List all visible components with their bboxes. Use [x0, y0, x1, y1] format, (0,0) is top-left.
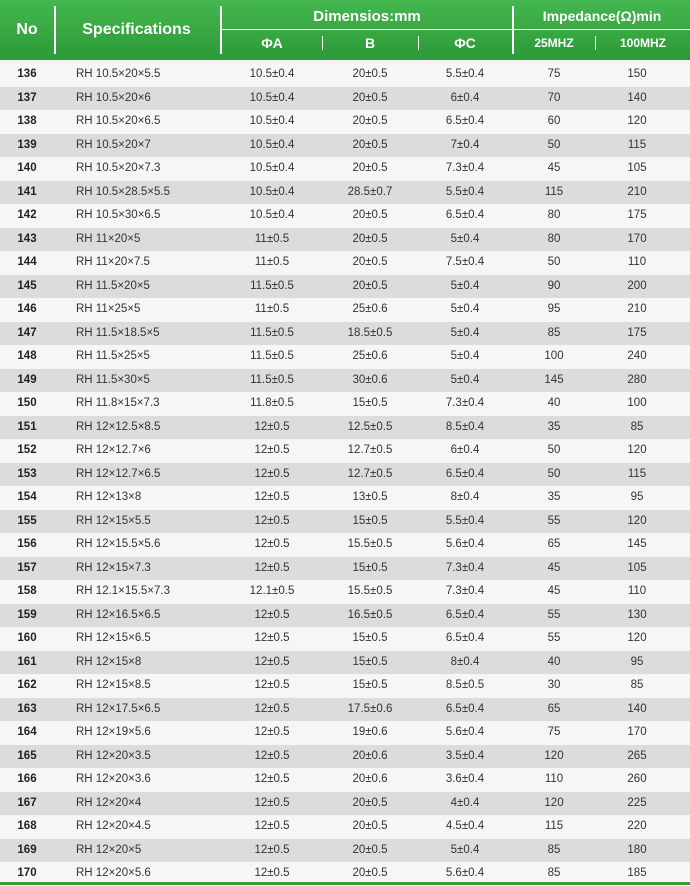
row-imp-25mhz: 85 — [547, 326, 561, 339]
row-dim-c: 7.3±0.4 — [445, 585, 485, 597]
row-dim-b: 15±0.5 — [352, 561, 388, 574]
row-dim-b: 12.7±0.5 — [347, 467, 393, 480]
row-spec: RH 11×25×5 — [76, 303, 141, 315]
row-imp-100mhz: 130 — [627, 608, 647, 621]
header-divider — [322, 36, 323, 50]
row-imp-100mhz: 240 — [627, 350, 647, 362]
row-no: 152 — [17, 444, 37, 456]
header-divider — [418, 36, 419, 50]
row-no: 167 — [17, 796, 37, 809]
row-dim-b: 25±0.6 — [352, 350, 388, 362]
row-no: 138 — [17, 115, 37, 127]
row-dim-b: 30±0.6 — [352, 373, 388, 386]
row-no: 145 — [17, 279, 37, 292]
row-dim-a: 12±0.5 — [254, 514, 290, 527]
row-dim-a: 12±0.5 — [254, 655, 290, 668]
row-dim-a: 12±0.5 — [254, 561, 290, 574]
row-dim-a: 10.5±0.4 — [249, 138, 295, 151]
row-dim-a: 10.5±0.4 — [249, 209, 295, 221]
row-imp-100mhz: 260 — [627, 773, 647, 785]
header-impedance: Impedance(Ω)min — [542, 8, 662, 24]
row-spec: RH 11.5×20×5 — [76, 279, 150, 292]
row-imp-25mhz: 95 — [547, 303, 561, 315]
table-row — [0, 157, 690, 181]
row-imp-25mhz: 55 — [547, 632, 561, 644]
row-dim-b: 25±0.6 — [352, 303, 388, 315]
row-dim-b: 15.5±0.5 — [347, 585, 393, 597]
row-dim-a: 11.5±0.5 — [250, 373, 294, 386]
row-imp-100mhz: 265 — [627, 749, 647, 762]
table-row — [0, 251, 690, 275]
row-imp-100mhz: 140 — [627, 91, 647, 104]
row-imp-25mhz: 50 — [547, 138, 561, 151]
row-dim-b: 17.5±0.6 — [347, 702, 393, 715]
table-body — [0, 63, 690, 886]
row-dim-b: 20±0.6 — [352, 773, 388, 785]
row-dim-a: 10.5±0.4 — [249, 91, 295, 104]
row-dim-a: 12±0.5 — [254, 467, 290, 480]
row-imp-25mhz: 70 — [547, 91, 561, 104]
row-dim-b: 15±0.5 — [352, 655, 388, 668]
row-no: 157 — [17, 561, 37, 574]
row-dim-a: 11.5±0.5 — [250, 326, 294, 339]
row-dim-a: 10.5±0.4 — [249, 185, 295, 198]
table-row — [0, 345, 690, 369]
row-dim-b: 20±0.5 — [352, 115, 388, 127]
row-no: 137 — [17, 91, 37, 104]
row-dim-a: 11±0.5 — [254, 232, 290, 245]
row-imp-100mhz: 105 — [627, 162, 647, 174]
row-spec: RH 12×20×3.5 — [76, 749, 151, 762]
row-dim-a: 12±0.5 — [254, 632, 290, 644]
row-imp-100mhz: 170 — [627, 232, 647, 245]
table-row — [0, 369, 690, 393]
row-no: 148 — [17, 350, 37, 362]
row-imp-100mhz: 95 — [630, 491, 644, 503]
row-imp-25mhz: 90 — [547, 279, 561, 292]
table-row — [0, 557, 690, 581]
row-dim-c: 7.5±0.4 — [445, 256, 485, 268]
row-imp-25mhz: 115 — [544, 820, 564, 832]
row-dim-c: 6±0.4 — [450, 444, 480, 456]
row-imp-100mhz: 115 — [627, 138, 647, 151]
row-imp-25mhz: 40 — [547, 655, 561, 668]
row-dim-a: 12±0.5 — [254, 820, 290, 832]
row-imp-100mhz: 105 — [627, 561, 647, 574]
row-dim-a: 12±0.5 — [254, 608, 290, 621]
row-spec: RH 10.5×30×6.5 — [76, 209, 161, 221]
row-spec: RH 12×15×8 — [76, 655, 142, 668]
table-row — [0, 698, 690, 722]
row-imp-25mhz: 75 — [547, 726, 561, 738]
row-spec: RH 12×17.5×6.5 — [76, 702, 161, 715]
row-dim-a: 12±0.5 — [254, 773, 290, 785]
row-imp-100mhz: 185 — [627, 867, 647, 879]
row-imp-100mhz: 180 — [627, 843, 647, 856]
row-imp-25mhz: 75 — [547, 68, 561, 80]
table-row — [0, 298, 690, 322]
row-spec: RH 11.8×15×7.3 — [76, 397, 160, 409]
row-imp-25mhz: 45 — [547, 585, 561, 597]
row-no: 161 — [17, 655, 37, 668]
row-dim-b: 20±0.5 — [352, 820, 388, 832]
row-dim-c: 3.6±0.4 — [445, 773, 485, 785]
row-dim-c: 7.3±0.4 — [445, 397, 485, 409]
row-imp-25mhz: 50 — [547, 467, 561, 480]
row-imp-100mhz: 280 — [627, 373, 647, 386]
row-imp-100mhz: 200 — [627, 279, 647, 292]
row-no: 160 — [17, 632, 37, 644]
row-dim-a: 12±0.5 — [254, 538, 290, 550]
row-imp-25mhz: 65 — [547, 702, 561, 715]
row-spec: RH 10.5×20×5.5 — [76, 68, 161, 80]
row-dim-c: 6.5±0.4 — [445, 115, 485, 127]
row-imp-25mhz: 120 — [544, 796, 564, 809]
row-dim-c: 3.5±0.4 — [445, 749, 485, 762]
row-imp-25mhz: 55 — [547, 608, 561, 621]
row-imp-25mhz: 45 — [547, 561, 561, 574]
row-dim-c: 4±0.4 — [450, 796, 480, 809]
header-divider — [595, 36, 596, 50]
row-imp-25mhz: 35 — [547, 491, 561, 503]
row-imp-25mhz: 50 — [547, 256, 561, 268]
header-divider — [222, 29, 690, 30]
row-imp-100mhz: 175 — [627, 326, 647, 339]
table-row — [0, 815, 690, 839]
row-imp-100mhz: 120 — [627, 444, 647, 456]
row-dim-b: 15±0.5 — [352, 632, 388, 644]
row-dim-c: 5±0.4 — [450, 373, 480, 386]
row-no: 143 — [17, 232, 37, 245]
row-dim-c: 5.6±0.4 — [445, 867, 485, 879]
row-no: 142 — [17, 209, 37, 221]
row-dim-c: 5.5±0.4 — [445, 514, 485, 527]
row-dim-a: 12±0.5 — [254, 679, 290, 691]
table-row — [0, 839, 690, 863]
row-imp-100mhz: 175 — [627, 209, 647, 221]
row-dim-b: 20±0.5 — [352, 256, 388, 268]
table-row — [0, 768, 690, 792]
row-dim-c: 5±0.4 — [450, 303, 480, 315]
row-no: 144 — [17, 256, 37, 268]
table-row — [0, 87, 690, 111]
row-no: 156 — [17, 538, 37, 550]
row-spec: RH 12×20×5 — [76, 843, 142, 856]
header-dimensions: Dimensios:mm — [313, 7, 421, 25]
table-row — [0, 510, 690, 534]
table-row — [0, 604, 690, 628]
row-no: 159 — [17, 608, 37, 621]
row-dim-b: 20±0.5 — [352, 843, 388, 856]
row-dim-a: 10.5±0.4 — [249, 115, 295, 127]
row-no: 153 — [17, 467, 37, 480]
header-col-c: ΦC — [454, 35, 476, 51]
table-row — [0, 322, 690, 346]
row-spec: RH 10.5×20×6 — [76, 91, 151, 104]
row-no: 154 — [17, 491, 37, 503]
row-spec: RH 12×16.5×6.5 — [76, 608, 161, 621]
row-spec: RH 11.5×18.5×5 — [76, 326, 160, 339]
row-spec: RH 11.5×25×5 — [76, 350, 150, 362]
row-dim-c: 4.5±0.4 — [445, 820, 485, 832]
row-dim-b: 12.5±0.5 — [347, 420, 393, 433]
table-row — [0, 745, 690, 769]
row-spec: RH 12×13×8 — [76, 491, 142, 503]
row-imp-25mhz: 60 — [547, 115, 561, 127]
row-spec: RH 12×19×5.6 — [76, 726, 151, 738]
row-dim-a: 12±0.5 — [254, 867, 290, 879]
row-no: 155 — [17, 514, 37, 527]
row-dim-a: 12±0.5 — [254, 843, 290, 856]
row-imp-25mhz: 85 — [547, 843, 561, 856]
row-dim-c: 5±0.4 — [450, 326, 480, 339]
row-dim-c: 5.6±0.4 — [445, 726, 485, 738]
row-dim-c: 8.5±0.4 — [445, 420, 485, 433]
table-row — [0, 228, 690, 252]
row-dim-b: 16.5±0.5 — [347, 608, 393, 621]
row-imp-100mhz: 225 — [627, 796, 647, 809]
header-specifications: Specifications — [82, 21, 191, 38]
row-dim-c: 7±0.4 — [450, 138, 480, 151]
row-no: 162 — [17, 679, 37, 691]
row-dim-b: 20±0.5 — [352, 279, 388, 292]
row-imp-25mhz: 145 — [544, 373, 564, 386]
row-spec: RH 12×15.5×5.6 — [76, 538, 161, 550]
row-imp-100mhz: 110 — [627, 585, 647, 597]
row-no: 140 — [17, 162, 37, 174]
row-dim-c: 6.5±0.4 — [445, 608, 485, 621]
row-dim-c: 8±0.4 — [450, 655, 480, 668]
row-dim-b: 13±0.5 — [352, 491, 388, 503]
row-no: 136 — [17, 68, 37, 80]
row-dim-c: 6.5±0.4 — [445, 632, 485, 644]
row-spec: RH 12×12.7×6 — [76, 444, 151, 456]
table-row — [0, 651, 690, 675]
row-dim-c: 6.5±0.4 — [445, 209, 485, 221]
header-divider — [220, 6, 222, 54]
table-row — [0, 63, 690, 87]
table-row — [0, 204, 690, 228]
table-row — [0, 721, 690, 745]
row-dim-a: 12±0.5 — [254, 726, 290, 738]
row-imp-25mhz: 115 — [544, 185, 564, 198]
table-row — [0, 134, 690, 158]
row-imp-25mhz: 55 — [547, 514, 561, 527]
row-dim-b: 18.5±0.5 — [347, 326, 393, 339]
row-imp-100mhz: 85 — [630, 679, 644, 691]
row-imp-100mhz: 140 — [627, 702, 647, 715]
row-dim-a: 10.5±0.4 — [249, 162, 295, 174]
table-row — [0, 580, 690, 604]
row-imp-25mhz: 40 — [547, 397, 561, 409]
row-no: 158 — [17, 585, 37, 597]
row-dim-a: 12±0.5 — [254, 796, 290, 809]
row-dim-b: 20±0.6 — [352, 749, 388, 762]
row-no: 151 — [17, 420, 37, 433]
row-imp-100mhz: 150 — [627, 68, 647, 80]
row-spec: RH 12×12.7×6.5 — [76, 467, 161, 480]
row-dim-c: 7.3±0.4 — [445, 162, 485, 174]
row-spec: RH 11.5×30×5 — [76, 373, 150, 386]
row-imp-100mhz: 110 — [627, 256, 647, 268]
table-header — [0, 0, 690, 60]
row-dim-b: 19±0.6 — [352, 726, 388, 738]
row-dim-a: 11.5±0.5 — [250, 279, 294, 292]
row-no: 170 — [17, 867, 37, 879]
table-row — [0, 533, 690, 557]
row-no: 169 — [17, 843, 37, 856]
row-dim-a: 11±0.5 — [254, 256, 290, 268]
header-no: No — [16, 21, 38, 38]
table-row — [0, 627, 690, 651]
row-dim-b: 20±0.5 — [352, 209, 388, 221]
row-imp-100mhz: 120 — [627, 115, 647, 127]
row-no: 149 — [17, 373, 37, 386]
row-dim-b: 28.5±0.7 — [347, 185, 393, 198]
row-dim-a: 12±0.5 — [254, 491, 290, 503]
row-dim-c: 5±0.4 — [450, 279, 480, 292]
row-spec: RH 12.1×15.5×7.3 — [76, 585, 170, 597]
row-spec: RH 12×20×5.6 — [76, 867, 151, 879]
row-spec: RH 12×20×4 — [76, 796, 142, 809]
row-imp-25mhz: 35 — [547, 420, 561, 433]
row-spec: RH 10.5×28.5×5.5 — [76, 185, 170, 198]
row-dim-b: 20±0.5 — [352, 867, 388, 879]
table-row — [0, 392, 690, 416]
row-imp-100mhz: 210 — [627, 303, 647, 315]
table-row — [0, 181, 690, 205]
row-dim-a: 11.5±0.5 — [250, 350, 294, 362]
header-col-25mhz: 25MHZ — [534, 36, 574, 50]
row-no: 165 — [17, 749, 37, 762]
row-spec: RH 12×20×3.6 — [76, 773, 151, 785]
table-row — [0, 110, 690, 134]
row-no: 168 — [17, 820, 37, 832]
row-spec: RH 10.5×20×7.3 — [76, 162, 161, 174]
row-spec: RH 12×15×6.5 — [76, 632, 151, 644]
row-imp-25mhz: 110 — [544, 773, 564, 785]
row-spec: RH 12×20×4.5 — [76, 820, 151, 832]
row-no: 164 — [17, 726, 37, 738]
row-dim-a: 12±0.5 — [254, 749, 290, 762]
row-spec: RH 12×15×5.5 — [76, 514, 151, 527]
row-imp-25mhz: 80 — [547, 209, 561, 221]
row-no: 150 — [17, 397, 37, 409]
row-dim-b: 15±0.5 — [352, 679, 388, 691]
row-imp-100mhz: 85 — [630, 420, 644, 433]
row-imp-100mhz: 145 — [627, 538, 647, 550]
row-dim-b: 15±0.5 — [352, 514, 388, 527]
row-spec: RH 10.5×20×7 — [76, 138, 151, 151]
table-row — [0, 463, 690, 487]
table-row — [0, 486, 690, 510]
row-dim-c: 6.5±0.4 — [445, 702, 485, 715]
row-dim-c: 5±0.4 — [450, 350, 480, 362]
row-dim-c: 6±0.4 — [450, 91, 480, 104]
row-no: 166 — [17, 773, 37, 785]
row-spec: RH 12×12.5×8.5 — [76, 420, 161, 433]
row-spec: RH 11×20×7.5 — [76, 256, 150, 268]
row-dim-c: 8.5±0.5 — [445, 679, 485, 691]
row-dim-c: 5±0.4 — [450, 843, 480, 856]
row-dim-c: 5.6±0.4 — [445, 538, 485, 550]
row-dim-a: 12.1±0.5 — [249, 585, 295, 597]
header-divider — [512, 6, 514, 54]
table-row — [0, 674, 690, 698]
header-col-100mhz: 100MHZ — [619, 36, 666, 50]
row-imp-25mhz: 85 — [547, 867, 561, 879]
row-imp-100mhz: 100 — [627, 397, 647, 409]
row-no: 146 — [17, 303, 37, 315]
row-no: 163 — [17, 702, 37, 715]
row-imp-25mhz: 30 — [547, 679, 561, 691]
row-dim-c: 5.5±0.4 — [445, 185, 485, 198]
header-col-a: ΦA — [261, 35, 283, 51]
row-dim-c: 6.5±0.4 — [445, 467, 485, 480]
row-spec: RH 12×15×7.3 — [76, 561, 151, 574]
row-imp-25mhz: 100 — [544, 350, 564, 362]
row-spec: RH 10.5×20×6.5 — [76, 115, 161, 127]
row-imp-100mhz: 115 — [627, 467, 647, 480]
row-imp-100mhz: 120 — [627, 632, 647, 644]
row-dim-a: 11±0.5 — [254, 303, 290, 315]
row-dim-c: 7.3±0.4 — [445, 561, 485, 574]
header-divider — [54, 6, 56, 54]
row-dim-b: 20±0.5 — [352, 68, 388, 80]
row-imp-100mhz: 170 — [627, 726, 647, 738]
row-imp-100mhz: 210 — [627, 185, 647, 198]
row-dim-c: 5±0.4 — [450, 232, 480, 245]
row-dim-c: 8±0.4 — [450, 491, 480, 503]
row-no: 147 — [17, 326, 37, 339]
row-dim-b: 20±0.5 — [352, 796, 388, 809]
table-row — [0, 792, 690, 816]
row-imp-25mhz: 45 — [547, 162, 561, 174]
row-imp-25mhz: 80 — [547, 232, 561, 245]
table-row — [0, 416, 690, 440]
row-imp-25mhz: 65 — [547, 538, 561, 550]
row-imp-25mhz: 50 — [547, 444, 561, 456]
row-dim-a: 10.5±0.4 — [249, 68, 295, 80]
table-row — [0, 275, 690, 299]
row-dim-b: 20±0.5 — [352, 91, 388, 104]
row-no: 139 — [17, 138, 37, 151]
row-imp-100mhz: 120 — [627, 514, 647, 527]
row-no: 141 — [17, 185, 37, 198]
table-row — [0, 439, 690, 463]
row-dim-b: 12.7±0.5 — [347, 444, 393, 456]
row-spec: RH 12×15×8.5 — [76, 679, 151, 691]
row-imp-100mhz: 95 — [630, 655, 644, 668]
row-dim-c: 5.5±0.4 — [445, 68, 485, 80]
row-dim-b: 15.5±0.5 — [347, 538, 393, 550]
row-spec: RH 11×20×5 — [76, 232, 141, 245]
row-dim-b: 15±0.5 — [352, 397, 388, 409]
row-dim-b: 20±0.5 — [352, 138, 388, 151]
header-col-b: B — [364, 35, 376, 51]
row-dim-a: 12±0.5 — [254, 702, 290, 715]
row-dim-b: 20±0.5 — [352, 162, 388, 174]
row-imp-25mhz: 120 — [544, 749, 564, 762]
row-dim-a: 12±0.5 — [254, 444, 290, 456]
row-dim-a: 12±0.5 — [254, 420, 290, 433]
row-dim-a: 11.8±0.5 — [250, 397, 294, 409]
row-imp-100mhz: 220 — [627, 820, 647, 832]
row-dim-b: 20±0.5 — [352, 232, 388, 245]
